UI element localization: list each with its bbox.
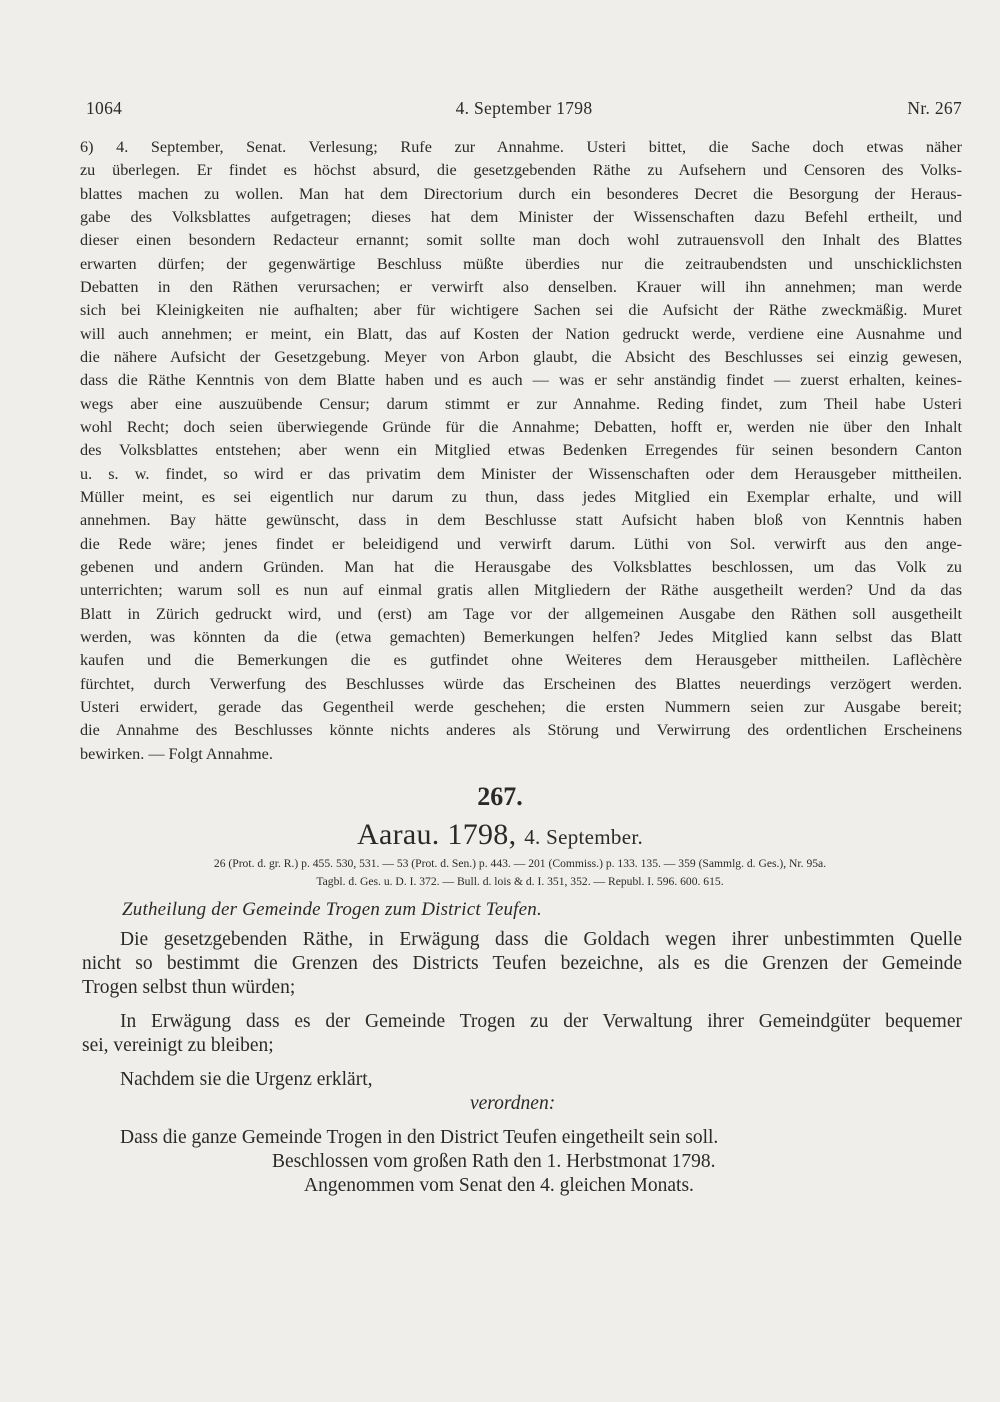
decree-line: Trogen selbst thun würden; xyxy=(82,977,296,998)
document-place: Aarau. xyxy=(356,818,440,851)
debate-line: zu überlegen. Er findet es höchst absurd, die gesetzgebenden Räthe zu Aufsehern und Censoren des Volks- xyxy=(80,161,962,180)
header-date: 4. September 1798 xyxy=(455,98,593,118)
debate-line: Usteri erwidert, gerade das Gegentheil werde geschehen; die ersten Nummern seien zur Ausgabe bereit; xyxy=(80,697,962,716)
document-number: 267. xyxy=(477,782,523,811)
decree-line: sei, vereinigt zu bleiben; xyxy=(82,1035,274,1056)
debate-line: u. s. w. findet, so wird er das privatim dem Minister der Wissenschaften oder dem Herausgeber mittheilen. xyxy=(80,464,962,483)
page-header xyxy=(86,98,962,122)
decree-adopted-council: Beschlossen vom großen Rath den 1. Herbstmonat 1798. xyxy=(272,1151,716,1172)
document-year: 1798, xyxy=(447,818,517,851)
decree-adopted-senate: Angenommen vom Senat den 4. gleichen Monats. xyxy=(304,1175,694,1196)
debate-line: unterrichten; warum soll es nun auf einmal gratis allen Mitgliedern der Räthe ausgetheilt werden? Und da das xyxy=(80,581,962,600)
debate-line: wohl Recht; doch seien überwiegende Gründe für die Annahme; Debatten, hofft er, werden nie über den Inhalt xyxy=(80,417,962,436)
debate-line: die nähere Aufsicht der Gesetzgebung. Meyer von Arbon glaubt, die Absicht des Beschlusses sei einzig gewesen, xyxy=(80,347,962,366)
decree-line: Nachdem sie die Urgenz erklärt, xyxy=(120,1069,373,1090)
debate-line: die Rede wäre; jenes findet er beleidigend und verwirft darum. Lüthi von Sol. verwirft aus den ange- xyxy=(80,534,962,553)
debate-text xyxy=(80,136,962,766)
source-line: Tagbl. d. Ges. u. D. I. 372. — Bull. d. lois & d. I. 351, 352. — Republ. I. 596. 600. 615. xyxy=(316,875,724,888)
debate-line: des Volksblattes entstehen; aber wenn ein Mitglied etwas Bedenken Erregendes für seinen besondern Canton xyxy=(80,441,962,460)
page-number: 1064 xyxy=(86,98,123,118)
header-doc-ref: Nr. 267 xyxy=(907,98,962,118)
debate-line: Blatt in Zürich gedruckt wird, und (erst) am Tage vor der allgemeinen Ausgabe den Räthen soll ausgetheilt xyxy=(80,604,962,623)
debate-line: 6) 4. September, Senat. Verlesung; Rufe zur Annahme. Usteri bittet, die Sache doch etwas näher xyxy=(80,138,962,156)
debate-line: dieser einen besondern Redacteur ernannt; somit sollte man doch wohl zutrauensvoll den Inhalt des Blattes xyxy=(80,231,962,250)
source-references xyxy=(120,855,920,891)
decree-line: Die gesetzgebenden Räthe, in Erwägung dass die Goldach wegen ihrer unbestimmten Quelle xyxy=(120,929,962,950)
debate-line: blattes machen zu wollen. Man hat dem Directorium durch ein besonderes Decret die Besorgung der Heraus- xyxy=(80,184,962,203)
decree-verordnen: verordnen: xyxy=(470,1093,556,1114)
document-date: 4. September. xyxy=(524,825,643,849)
decree-line: Dass die ganze Gemeinde Trogen in den District Teufen eingetheilt sein soll. xyxy=(120,1127,719,1148)
debate-line: bewirken. — Folgt Annahme. xyxy=(80,744,273,763)
debate-line: Müller meint, es sei eigentlich nur darum zu thun, dass jedes Mitglied ein Exemplar erhalte, und will xyxy=(80,487,962,506)
document-place-date xyxy=(0,818,1000,852)
debate-line: kaufen und die Bemerkungen die es gutfindet ohne Weiteres dem Herausgeber mittheilen. Laflèchère xyxy=(80,651,962,670)
debate-line: will auch annehmen; er meint, ein Blatt, das auf Kosten der Nation gedruckt werde, verdiene eine Ausnahme und xyxy=(80,324,962,343)
debate-line: gebenen und andern Gründen. Man hat die Herausgabe des Volksblattes beschlossen, um das Volk zu xyxy=(80,557,962,576)
decree-text xyxy=(82,928,962,1198)
decree-line: In Erwägung dass es der Gemeinde Trogen zu der Verwaltung ihrer Gemeindgüter bequemer xyxy=(120,1011,962,1032)
debate-line: gabe des Volksblattes aufgetragen; dieses hat dem Minister der Wissenschaften dazu Befehl ertheilt, und xyxy=(80,207,962,226)
debate-line: sich bei Kleinigkeiten nie aufhalten; aber für wichtigere Sachen sei die Aufsicht der Räthe zweckmäßig. Muret xyxy=(80,301,962,320)
decree-line: nicht so bestimmt die Grenzen des Districts Teufen bezeichne, als es die Grenzen der Gemeinde xyxy=(82,953,962,974)
debate-line: die Annahme des Beschlusses könnte nichts anderes als Störung und Verwirrung des ordentlichen Erscheinens xyxy=(80,721,962,740)
debate-line: erwarten dürfen; der gegenwärtige Beschluss müßte überdies nur die zeitraubendsten und unschicklichsten xyxy=(80,254,962,273)
source-line: 26 (Prot. d. gr. R.) p. 455. 530, 531. — 53 (Prot. d. Sen.) p. 443. — 201 (Commiss.) p. 133. 135. — 359 (Sammlg. d. Ges.), Nr. 95a. xyxy=(213,857,827,870)
debate-line: Debatten in den Räthen verursachen; er verwirft also denselben. Krauer will ihn annehmen; man werde xyxy=(80,277,962,296)
debate-line: werden, was könnten da die (etwa gemachten) Bemerkungen helfen? Jedes Mitglied kann selbst das Blatt xyxy=(80,627,962,646)
debate-line: fürchtet, durch Verwerfung des Beschlusses würde das Erscheinen des Blattes neuerdings verzögert werden. xyxy=(80,674,962,693)
debate-line: wegs aber eine auszuübende Censur; darum stimmt er zur Annahme. Reding findet, zum Theil habe Usteri xyxy=(80,394,962,413)
debate-line: annehmen. Bay hätte gewünscht, dass in dem Beschlusse statt Aufsicht haben bloß von Kenntnis haben xyxy=(80,511,962,530)
debate-line: dass die Räthe Kenntnis von dem Blatte haben und es auch — was er sehr anständig findet — zuerst erhalten, keines- xyxy=(80,371,962,390)
document-title: Zutheilung der Gemeinde Trogen zum District Teufen. xyxy=(122,899,542,920)
